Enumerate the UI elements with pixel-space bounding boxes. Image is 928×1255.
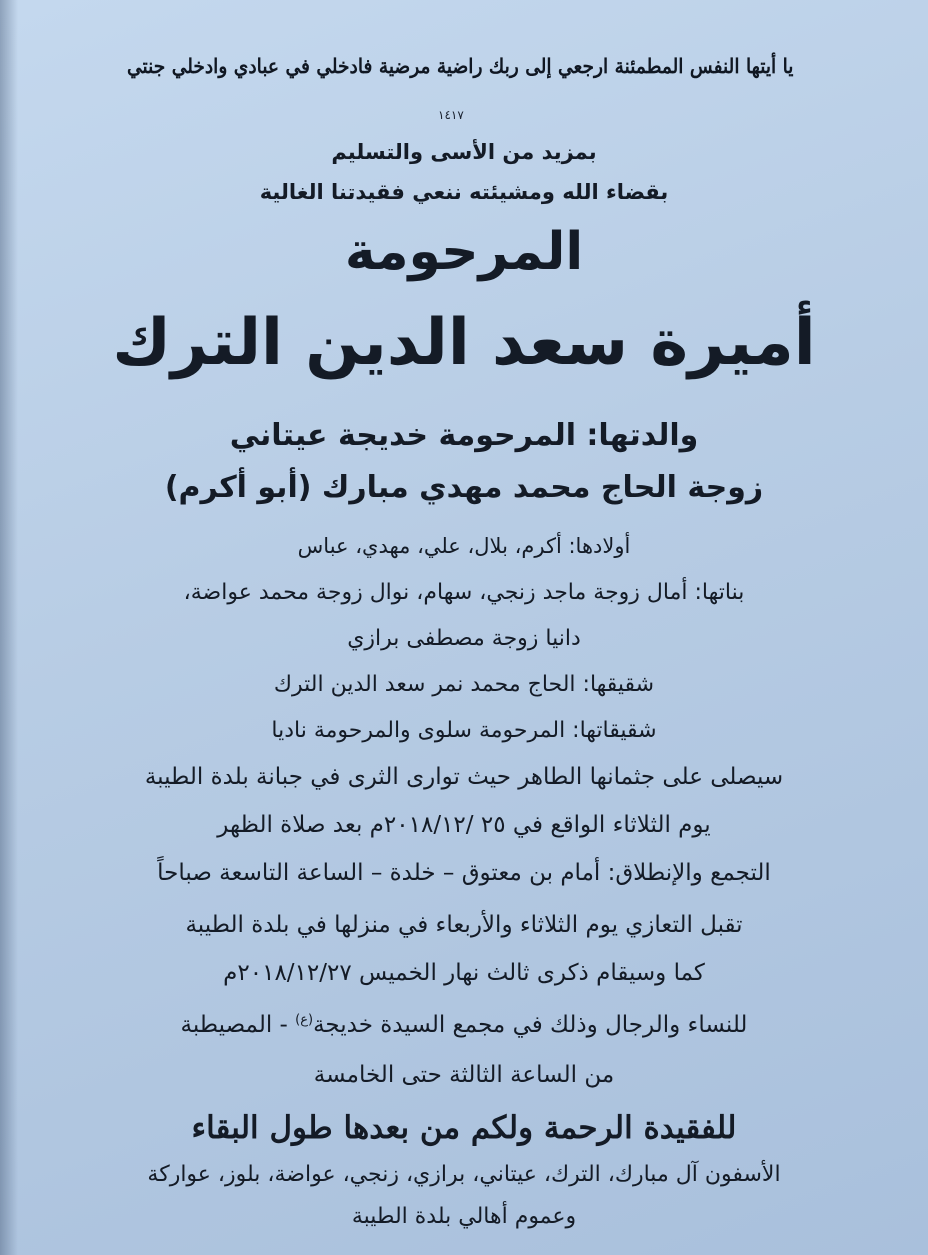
deceased-name: أميرة سعد الدين الترك [112,306,816,380]
families-line-2: وعموم أهالي بلدة الطيبة [351,1204,577,1229]
intro-line-1: بمزيد من الأسى والتسليم [331,140,597,164]
gathering-line: التجمع والإنطلاق: أمام بن معتوق – خلدة – الساعة التاسعة صباحاً [157,860,771,886]
condolences-line-1: تقبل التعازي يوم الثلاثاء والأربعاء في منزلها في بلدة الطيبة [185,912,743,938]
condolences-line-2: كما وسيقام ذكرى ثالث نهار الخميس ٢٠١٨/١٢/٢٧م [223,960,705,986]
funeral-prayer-line: سيصلى على جثمانها الطاهر حيث توارى الثرى في جبانة بلدة الطيبة [144,764,784,790]
brother-line: شقيقها: الحاج محمد نمر سعد الدين الترك [273,672,655,697]
closing-prayer: للفقيدة الرحمة ولكم من بعدها طول البقاء [191,1110,737,1146]
sons-line: أولادها: أكرم، بلال، علي، مهدي، عباس [297,534,631,558]
mother-line: والدتها: المرحومة خديجة عيتاني [229,418,699,453]
page-shadow [0,0,18,1255]
husband-line: زوجة الحاج محمد مهدي مبارك (أبو أكرم) [164,470,764,505]
condolences-line-4: من الساعة الثالثة حتى الخامسة [313,1062,615,1088]
deceased-title: المرحومة [344,222,584,282]
condolences-area: - المصيطبة [180,1012,296,1038]
condolences-place: للنساء والرجال وذلك في مجمع السيدة خديجة [313,1012,748,1038]
funeral-day-line: يوم الثلاثاء الواقع في ٢٥ /٢٠١٨/١٢م بعد صلاة الظهر [217,812,711,838]
honorific-mark: (ع) [295,1012,314,1028]
sisters-line: شقيقاتها: المرحومة سلوى والمرحومة ناديا [271,718,657,743]
families-line-1: الأسفون آل مبارك، الترك، عيتاني، برازي، زنجي، عواضة، بلوز، عواركة [147,1162,781,1187]
intro-line-2: بقضاء الله ومشيئته ننعي فقيدتنا الغالية [259,180,669,204]
quran-verse-calligraphy [118,20,818,132]
daughters-line-2: دانيا زوجة مصطفى برازي [347,626,581,651]
condolences-line-3 [40,1012,888,1038]
verse-year: ١٤١٧ [438,108,464,122]
verse-text: يا أيتها النفس المطمئنة ارجعي إلى ربك راضية مرضية فادخلي في عبادي وادخلي جنتي [127,54,794,78]
daughters-line-1: بناتها: أمال زوجة ماجد زنجي، سهام، نوال زوجة محمد عواضة، [183,580,745,605]
